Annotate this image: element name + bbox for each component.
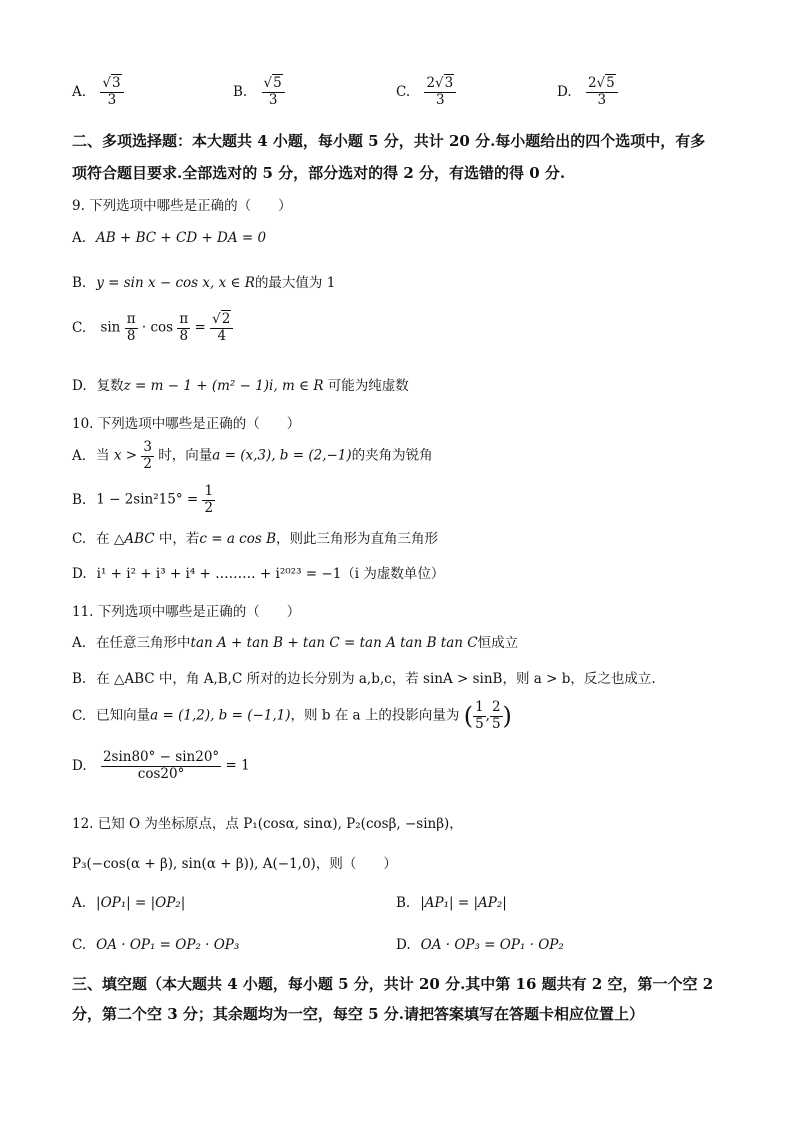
- q8-option-d: [557, 76, 618, 108]
- q12-stem-line1: 12. 已知 O 为坐标原点，点 P₁(cosα, sinα), P₂(cosβ, −sinβ)，: [72, 816, 463, 832]
- q10-option-c: C. 在 △ABC 中，若c = a cos B，则此三角形为直角三角形: [72, 531, 438, 547]
- q9-option-d: D. 复数z = m − 1 + (m² − 1)i, m ∈ R 可能为纯虚数: [72, 378, 409, 394]
- q12-option-d: D. OA · OP₃ = OP₁ · OP₂: [396, 937, 564, 953]
- q9-option-c: C. sin $\frac{\pi}{8}$ · cos $\frac{\pi}{8}$ = $\frac{√2}{4}$: [72, 312, 233, 344]
- q12-option-c: C. OA · OP₁ = OP₂ · OP₃: [72, 937, 240, 953]
- q10-option-a: A. 当 x > $\frac{3}{2}$ 时，向量a = (x,3), b = (2,−1)的夹角为锐角: [72, 439, 433, 472]
- section2-heading-line1: 二、多项选择题：本大题共 4 小题，每小题 5 分，共计 20 分.每小题给出的四个选项中，有多: [72, 132, 706, 150]
- fraction: $\frac{2√5}{3}$: [586, 76, 618, 108]
- q8-option-a: [72, 76, 124, 108]
- fraction: $\frac{1}{5}$: [475, 699, 484, 732]
- option-label: A.: [72, 83, 87, 100]
- fraction: $\frac{1}{2}$: [204, 483, 214, 516]
- q12-stem-line2: P₃(−cos(α + β), sin(α + β)), A(−1,0)，则（ ）: [72, 856, 397, 872]
- fraction: $\frac{2√3}{3}$: [424, 76, 456, 108]
- option-label: C.: [396, 83, 411, 100]
- fraction: $\frac{√5}{3}$: [262, 76, 285, 108]
- option-label: D.: [557, 83, 572, 100]
- q11-option-b: B. 在 △ABC 中，角 A,B,C 所对的边长分别为 a,b,c，若 sinA > sinB，则 a > b，反之也成立.: [72, 671, 656, 687]
- q9-stem: 9. 下列选项中哪些是正确的（ ）: [72, 198, 292, 214]
- q8-option-b: [233, 76, 285, 108]
- q11-option-c: C. 已知向量a = (1,2), b = (−1,1)，则 b 在 a 上的投影向量为 ( $\frac{1}{5}$ , $\frac{2}{5}$ ): [72, 699, 512, 732]
- q12-option-a: A. |OP₁| = |OP₂|: [72, 895, 186, 911]
- fraction: $\frac{\pi}{8}$: [126, 311, 136, 344]
- fraction: $\frac{√2}{4}$: [210, 312, 233, 344]
- q11-option-d: D. $\frac{2\sin 80^\circ - \sin 20^\circ}{\cos 20^\circ}$ = 1: [72, 749, 250, 782]
- fraction: $\frac{2}{5}$: [491, 699, 501, 732]
- fraction: $\frac{√3}{3}$: [100, 76, 123, 108]
- option-label: B.: [233, 83, 248, 100]
- q10-stem: 10. 下列选项中哪些是正确的（ ）: [72, 416, 301, 432]
- q12-option-b: B. |AP₁| = |AP₂|: [396, 895, 507, 911]
- q9-option-b: B. y = sin x − cos x, x ∈ R的最大值为 1: [72, 275, 336, 291]
- q11-option-a: A. 在任意三角形中tan A + tan B + tan C = tan A tan B tan C恒成立: [72, 635, 519, 651]
- section2-heading-line2: 项符合题目要求.全部选对的 5 分，部分选对的得 2 分，有选错的得 0 分.: [72, 164, 566, 182]
- q10-option-d: D. i¹ + i² + i³ + i⁴ + ……… + i²⁰²³ = −1（i 为虚数单位）: [72, 566, 445, 582]
- q9-option-a: A. AB + BC + CD + DA = 0: [72, 230, 267, 246]
- section3-heading-line2: 分，第二个空 3 分；其余题均为一空，每空 5 分.请把答案填写在答题卡相应位置上）: [72, 1005, 644, 1023]
- fraction: $\frac{\pi}{8}$: [179, 311, 189, 344]
- fraction: $\frac{3}{2}$: [143, 439, 152, 472]
- q8-option-c: [396, 76, 456, 108]
- fraction: $\frac{2\sin 80^\circ - \sin 20^\circ}{\cos 20^\circ}$: [102, 749, 220, 782]
- section3-heading-line1: 三、填空题（本大题共 4 小题，每小题 5 分，共计 20 分.其中第 16 题共有 2 空，第一个空 2: [72, 975, 714, 993]
- q11-stem: 11. 下列选项中哪些是正确的（ ）: [72, 604, 301, 620]
- q10-option-b: B. 1 − 2sin²15° = $\frac{1}{2}$: [72, 483, 214, 516]
